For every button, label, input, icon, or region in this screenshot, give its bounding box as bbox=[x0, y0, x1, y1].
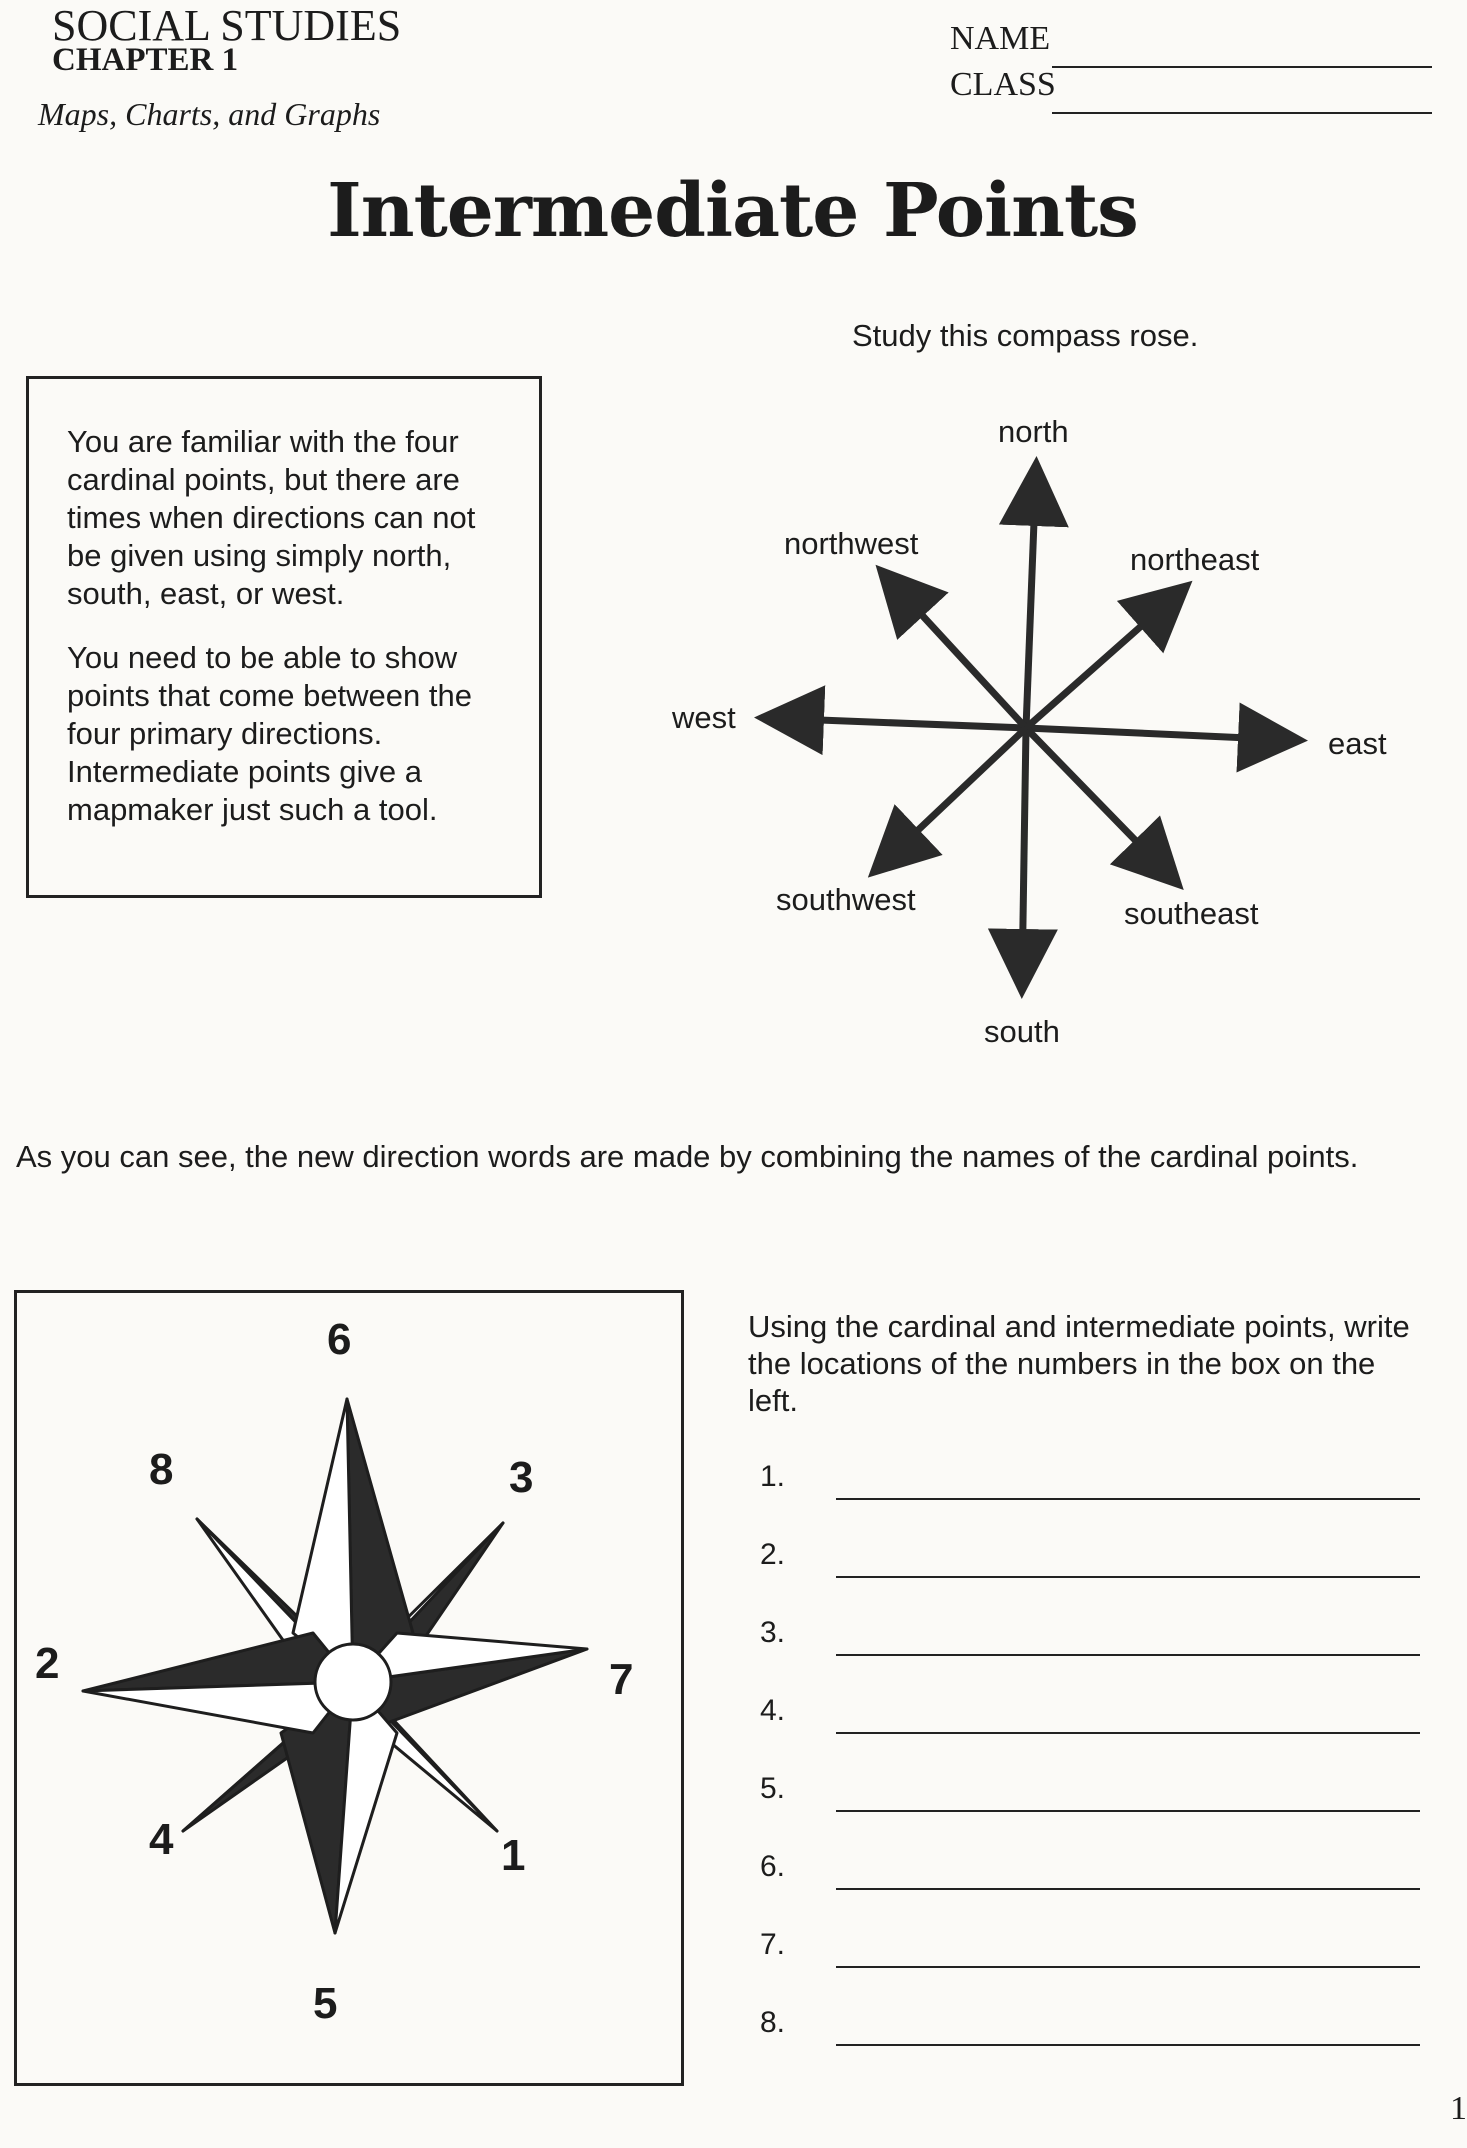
southwest-arrow bbox=[878, 728, 1026, 868]
answer-line bbox=[836, 1888, 1420, 1890]
label-south: south bbox=[984, 1014, 1060, 1049]
intro-paragraph-2: You need to be able to show points that come between the four primary directions. Intermediate points give a mapmaker just such a tool. bbox=[67, 640, 472, 827]
answer-row bbox=[760, 1770, 1420, 1848]
chapter-label: CHAPTER 1 bbox=[52, 42, 239, 78]
star-point-w-light bbox=[83, 1682, 353, 1733]
answer-line bbox=[836, 1576, 1420, 1578]
answer-label: 3. bbox=[760, 1616, 786, 1649]
answer-line bbox=[836, 1732, 1420, 1734]
explanation-text: As you can see, the new direction words are made by combining the names of the cardinal points. bbox=[16, 1139, 1359, 1174]
rose-number-northwest: 8 bbox=[149, 1445, 174, 1494]
west-arrow bbox=[768, 718, 1026, 728]
exercise-rose-box bbox=[14, 1290, 684, 2086]
northwest-arrow bbox=[885, 575, 1026, 728]
answer-field-5[interactable] bbox=[844, 1774, 1414, 1810]
answer-field-3[interactable] bbox=[844, 1618, 1414, 1654]
answer-field-2[interactable] bbox=[844, 1540, 1414, 1576]
answer-row bbox=[760, 1926, 1420, 2004]
rose-number-southeast: 1 bbox=[501, 1831, 526, 1880]
subject-heading: SOCIAL STUDIES bbox=[52, 1, 402, 50]
answer-list bbox=[760, 1458, 1420, 2082]
label-northwest: northwest bbox=[784, 526, 919, 561]
class-label: CLASS bbox=[950, 66, 1056, 103]
answer-label: 7. bbox=[760, 1928, 786, 1961]
answer-row bbox=[760, 1848, 1420, 1926]
page-number: 1 bbox=[1450, 2090, 1467, 2127]
northeast-arrow bbox=[1026, 590, 1182, 728]
south-arrow bbox=[1022, 728, 1026, 985]
label-southwest: southwest bbox=[776, 882, 916, 917]
page-title: Intermediate Points bbox=[327, 168, 1138, 254]
answer-label: 2. bbox=[760, 1538, 786, 1571]
answer-field-6[interactable] bbox=[844, 1852, 1414, 1888]
label-southeast: southeast bbox=[1124, 896, 1259, 931]
answer-row bbox=[760, 1692, 1420, 1770]
exercise-instruction: Using the cardinal and intermediate points, write the locations of the numbers in the box on the left. bbox=[748, 1309, 1410, 1418]
answer-label: 1. bbox=[760, 1460, 786, 1493]
answer-label: 8. bbox=[760, 2006, 786, 2039]
answer-row bbox=[760, 1458, 1420, 1536]
star-center-circle bbox=[315, 1644, 391, 1720]
answer-line bbox=[836, 1966, 1420, 1968]
answer-field-7[interactable] bbox=[844, 1930, 1414, 1966]
answer-label: 6. bbox=[760, 1850, 786, 1883]
subtitle: Maps, Charts, and Graphs bbox=[38, 96, 381, 132]
rose-number-east: 7 bbox=[609, 1655, 634, 1704]
answer-line bbox=[836, 1654, 1420, 1656]
answer-field-8[interactable] bbox=[844, 2008, 1414, 2044]
answer-line bbox=[836, 1498, 1420, 1500]
answer-label: 5. bbox=[760, 1772, 786, 1805]
answer-line bbox=[836, 2044, 1420, 2046]
rose-number-west: 2 bbox=[35, 1639, 60, 1688]
answer-row bbox=[760, 1614, 1420, 1692]
east-arrow bbox=[1026, 728, 1294, 740]
label-north: north bbox=[998, 414, 1069, 449]
answer-field-4[interactable] bbox=[844, 1696, 1414, 1732]
label-northeast: northeast bbox=[1130, 542, 1260, 577]
rose-number-south: 5 bbox=[313, 1979, 338, 2028]
label-east: east bbox=[1328, 726, 1387, 761]
north-arrow bbox=[1026, 470, 1036, 728]
rose-number-southwest: 4 bbox=[149, 1815, 174, 1864]
answer-row bbox=[760, 2004, 1420, 2082]
rose-number-north: 6 bbox=[327, 1315, 352, 1364]
answer-row bbox=[760, 1536, 1420, 1614]
answer-line bbox=[836, 1810, 1420, 1812]
eight-point-star-icon bbox=[17, 1293, 687, 2089]
label-west: west bbox=[672, 700, 736, 735]
name-label: NAME bbox=[950, 20, 1051, 57]
answer-label: 4. bbox=[760, 1694, 786, 1727]
compass-instruction: Study this compass rose. bbox=[852, 318, 1199, 353]
rose-number-northeast: 3 bbox=[509, 1453, 534, 1502]
southeast-arrow bbox=[1026, 728, 1174, 880]
answer-field-1[interactable] bbox=[844, 1462, 1414, 1498]
intro-paragraph-1: You are familiar with the four cardinal points, but there are times when directions can not be given using simply north, south, east, or west. bbox=[67, 424, 476, 611]
